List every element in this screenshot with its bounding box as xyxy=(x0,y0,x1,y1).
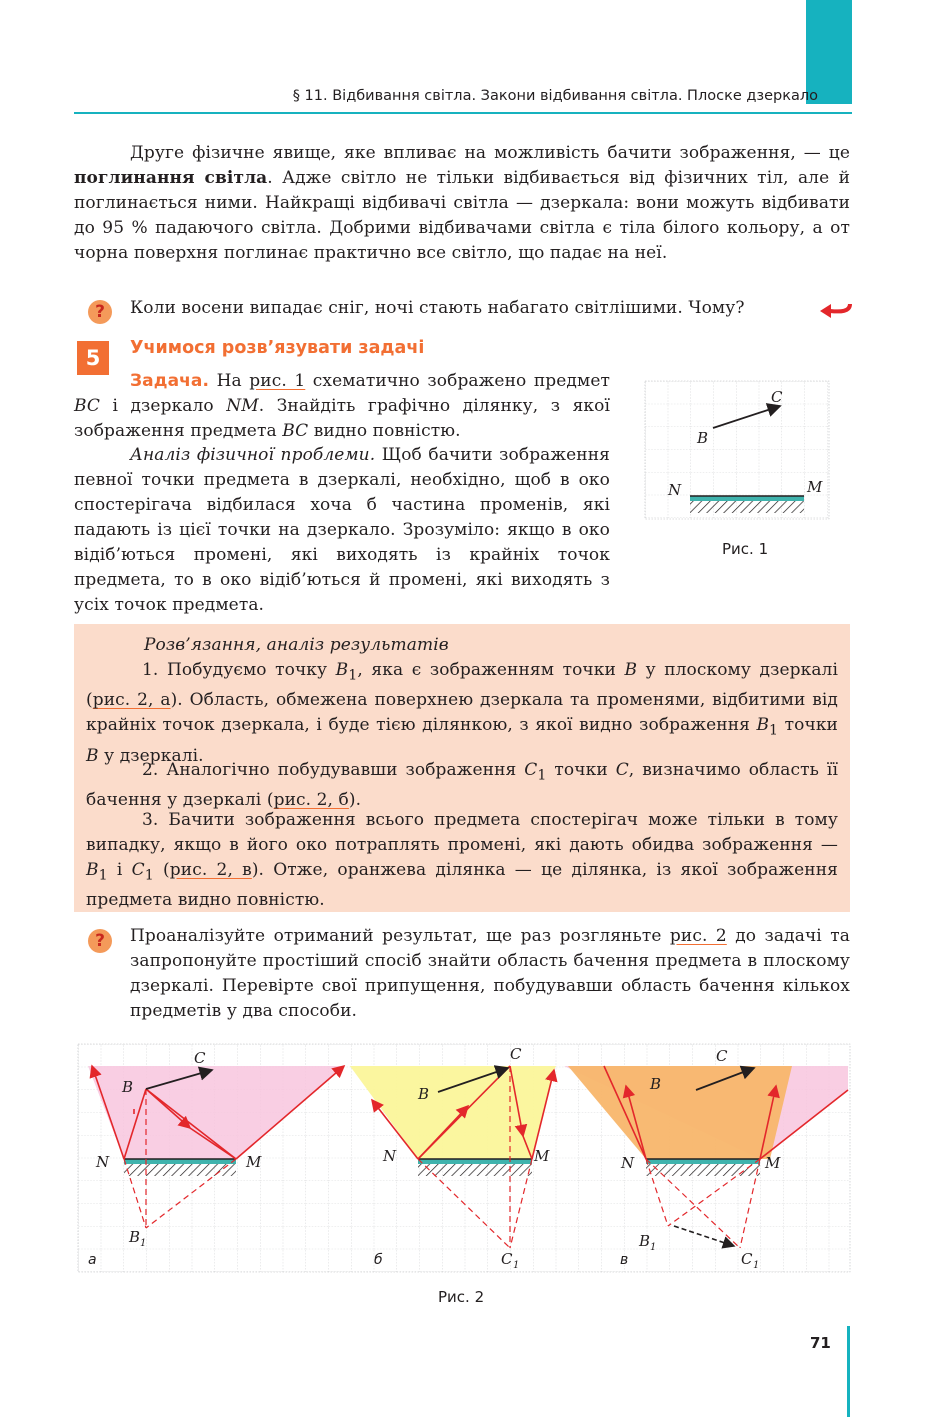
label-m: M xyxy=(807,478,823,496)
running-title: § 11. Відбивання світла. Закони відбивання світла. Плоске дзеркало xyxy=(292,88,818,104)
page-number: 71 xyxy=(810,1334,831,1352)
figure-1-diagram xyxy=(644,380,830,520)
svg-text:1: 1 xyxy=(140,1238,147,1249)
svg-text:N: N xyxy=(96,1153,110,1171)
figure-2b-ref-link[interactable]: рис. 2, б xyxy=(273,790,349,811)
svg-text:1: 1 xyxy=(650,1242,657,1253)
section-title: Учимося розв’язувати задачі xyxy=(130,338,425,358)
solution-step-1: 1. Побудуємо точку $B_1$, яка є зображенням точки B у плоскому дзеркалі (рис. 2, а). Область, обмежена поверхнею дзеркала та променями, відбитими від крайніх точок дзеркала, і буде тією ділянкою, з якої видно зображення $B_1$ точки B у дзеркалі. xyxy=(86,660,839,766)
svg-text:B: B xyxy=(418,1085,430,1103)
panel-letter-v: в xyxy=(620,1252,629,1268)
panel-letter-b: б xyxy=(374,1252,383,1268)
section-number-badge: 5 xyxy=(77,341,109,375)
svg-text:C: C xyxy=(741,1250,753,1268)
return-arrow-icon xyxy=(818,298,852,318)
analysis-text: Аналіз фізичної проблеми. Щоб бачити зображення певної точки предмета в дзеркалі, необхідно, щоб в око спостерігача відбилася хоча б частина променів, які падають із цієї точки на дзеркало. Зрозуміло: якщо в око відіб’ються промені, які виходять із крайніх точок предмета, то в око відіб’ються й промені, які виходять з усіх точок предмета. xyxy=(74,445,610,615)
term-absorption: поглинання світла xyxy=(74,168,268,188)
label-n: N xyxy=(668,481,682,499)
svg-text:B: B xyxy=(650,1075,662,1093)
svg-text:M: M xyxy=(246,1153,262,1171)
svg-text:C: C xyxy=(510,1045,522,1063)
label-b: B xyxy=(697,429,709,447)
figure-2-caption: Рис. 2 xyxy=(438,1288,485,1306)
question-icon: ? xyxy=(88,300,112,324)
solution-step-2: 2. Аналогічно побудувавши зображення $C_1$ точки C, визначимо область її бачення у дзеркалі (рис. 2, б). xyxy=(86,760,838,811)
svg-text:B: B xyxy=(639,1232,651,1250)
svg-text:1: 1 xyxy=(753,1260,760,1271)
header-divider xyxy=(74,112,852,114)
solution-step-3: 3. Бачити зображення всього предмета спостерігач може тільки в тому випадку, якщо в його око потраплять промені, які дають обидва зображення — $B_1$ і $C_1$ (рис. 2, в). Отже, оранжева ділянка — це ділянка, із якої зображення предмета видно повністю. xyxy=(86,810,838,911)
figure-2a-ref-link[interactable]: рис. 2, а xyxy=(92,690,171,711)
svg-text:N: N xyxy=(621,1154,635,1172)
svg-text:M: M xyxy=(534,1147,550,1165)
question-analyze: Проаналізуйте отриманий результат, ще раз розгляньте рис. 2 до задачі та запропонуйте простіший спосіб знайти область бачення предмета в плоскому дзеркалі. Перевірте свої припущення, побудувавши область бачення кількох предметів у два способи. xyxy=(130,926,850,1021)
svg-text:C: C xyxy=(716,1047,728,1065)
page-number-rule xyxy=(847,1326,850,1417)
svg-text:B: B xyxy=(122,1078,134,1096)
question-icon: ? xyxy=(88,929,112,953)
svg-text:N: N xyxy=(383,1147,397,1165)
figure-1-caption: Рис. 1 xyxy=(722,540,769,558)
figure-2-ref-link[interactable]: рис. 2 xyxy=(669,926,727,946)
figure-2v-ref-link[interactable]: рис. 2, в xyxy=(169,860,252,880)
svg-text:1: 1 xyxy=(513,1260,520,1271)
svg-text:C: C xyxy=(501,1250,513,1268)
task-text: Задача. На рис. 1 схематично зображено предмет BC і дзеркало NM. Знайдіть графічно ділянку, з якої зображення предмета BC видно повністю. xyxy=(74,371,610,441)
paragraph-absorption: Друге фізичне явище, яке впливає на можливість бачити зображення, — це поглинання світла. Адже світло не тільки відбивається від фізичних тіл, але й поглинається ними. Найкращі відбивачі світла — дзеркала: вони можуть відбивати до 95 % падаючого світла. Добрими відбивачами світла є тіла білого кольору, а от чорна поверхня поглинає практично все світло, що падає на неї. xyxy=(74,143,850,263)
panel-letter-a: а xyxy=(88,1252,97,1268)
svg-text:B: B xyxy=(129,1228,141,1246)
question-snow: Коли восени випадає сніг, ночі стають набагато світлішими. Чому? xyxy=(130,298,745,318)
label-c: C xyxy=(771,388,783,406)
svg-text:C: C xyxy=(194,1049,206,1067)
figure-ref-link[interactable]: рис. 1 xyxy=(249,371,306,391)
solution-heading: Розв’язання, аналіз результатів xyxy=(144,635,449,655)
svg-text:M: M xyxy=(765,1154,781,1172)
figure-2-diagram xyxy=(76,1042,852,1274)
